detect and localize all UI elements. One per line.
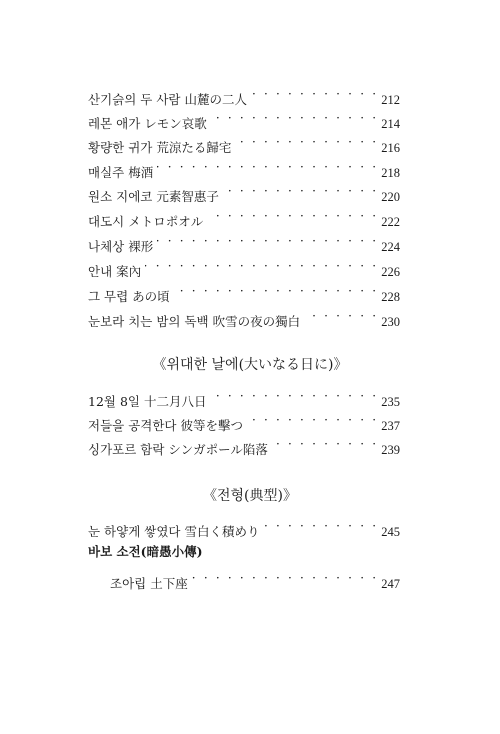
entry-title: 눈보라 치는 밤의 독백 吹雪の夜の獨白 — [88, 314, 301, 329]
dot-leader — [145, 256, 378, 276]
entry-title: 황량한 귀가 荒涼たる歸宅 — [88, 140, 232, 155]
dot-leader — [207, 206, 378, 226]
entry-title: 산기슭의 두 사람 山麓の二人 — [88, 92, 247, 107]
entry-page-number: 239 — [381, 443, 400, 457]
dot-leader — [174, 281, 379, 301]
dot-leader — [211, 108, 379, 128]
dot-leader — [235, 132, 378, 152]
toc-entry — [88, 281, 400, 304]
entry-title: 저들을 공격한다 彼等を擊つ — [88, 418, 243, 433]
entry-title: 싱가포르 함락 シンガポール陷落 — [88, 442, 268, 457]
entry-title: 나체상 裸形 — [88, 239, 154, 254]
entry-page-number: 214 — [381, 117, 400, 131]
dot-leader — [251, 84, 378, 104]
toc-entry — [88, 410, 400, 433]
entry-title: 레몬 애가 レモン哀歌 — [88, 116, 207, 131]
toc-entry — [88, 84, 400, 107]
dot-leader — [210, 386, 378, 406]
entry-page-number: 216 — [381, 141, 400, 155]
dot-leader — [247, 410, 378, 430]
toc-entry — [88, 516, 400, 539]
entry-page-number: 218 — [381, 166, 400, 180]
subsection-heading: 바보 소전(暗愚小傳) — [88, 544, 203, 559]
toc-entry — [88, 132, 400, 155]
entry-title: 눈 하얗게 쌓였다 雪白く積めり — [88, 524, 260, 539]
entry-page-number: 222 — [381, 215, 400, 229]
entry-title: 원소 지에코 元素智惠子 — [88, 189, 219, 204]
toc-entry — [88, 206, 400, 229]
entry-title: 그 무렵 あの頃 — [88, 289, 170, 304]
entry-title: 대도시 メトロポオル — [88, 214, 204, 229]
entry-page-number: 235 — [381, 395, 400, 409]
entry-page-number: 237 — [381, 419, 400, 433]
toc-entry — [88, 386, 400, 409]
entry-page-number: 228 — [381, 290, 400, 304]
toc-entry — [88, 157, 400, 180]
entry-page-number: 245 — [381, 525, 400, 539]
section-heading: 《위대한 날에(大いなる日に)》 — [152, 357, 348, 373]
toc-entry — [88, 434, 400, 457]
entry-title: 조아립 土下座 — [110, 576, 188, 591]
entry-page-number: 212 — [381, 93, 400, 107]
dot-leader — [157, 157, 378, 177]
entry-title: 안내 案內 — [88, 264, 142, 279]
entry-title: 12월 8일 十二月八日 — [88, 394, 207, 409]
entry-page-number: 230 — [381, 315, 400, 329]
dot-leader — [192, 568, 379, 588]
dot-leader — [157, 231, 378, 251]
toc-entry — [88, 181, 400, 204]
entry-page-number: 224 — [381, 240, 400, 254]
entry-title: 매실주 梅酒 — [88, 165, 154, 180]
dot-leader — [263, 516, 378, 536]
dot-leader — [272, 434, 378, 454]
toc-entry — [110, 568, 400, 591]
toc-entry — [88, 231, 400, 254]
toc-entry — [88, 108, 400, 131]
entry-page-number: 226 — [381, 265, 400, 279]
toc-entry — [88, 306, 400, 329]
dot-leader — [304, 306, 378, 326]
entry-page-number: 220 — [381, 190, 400, 204]
section-heading: 《전형(典型)》 — [203, 488, 297, 504]
dot-leader — [223, 181, 378, 201]
entry-page-number: 247 — [381, 577, 400, 591]
toc-entry — [88, 256, 400, 279]
